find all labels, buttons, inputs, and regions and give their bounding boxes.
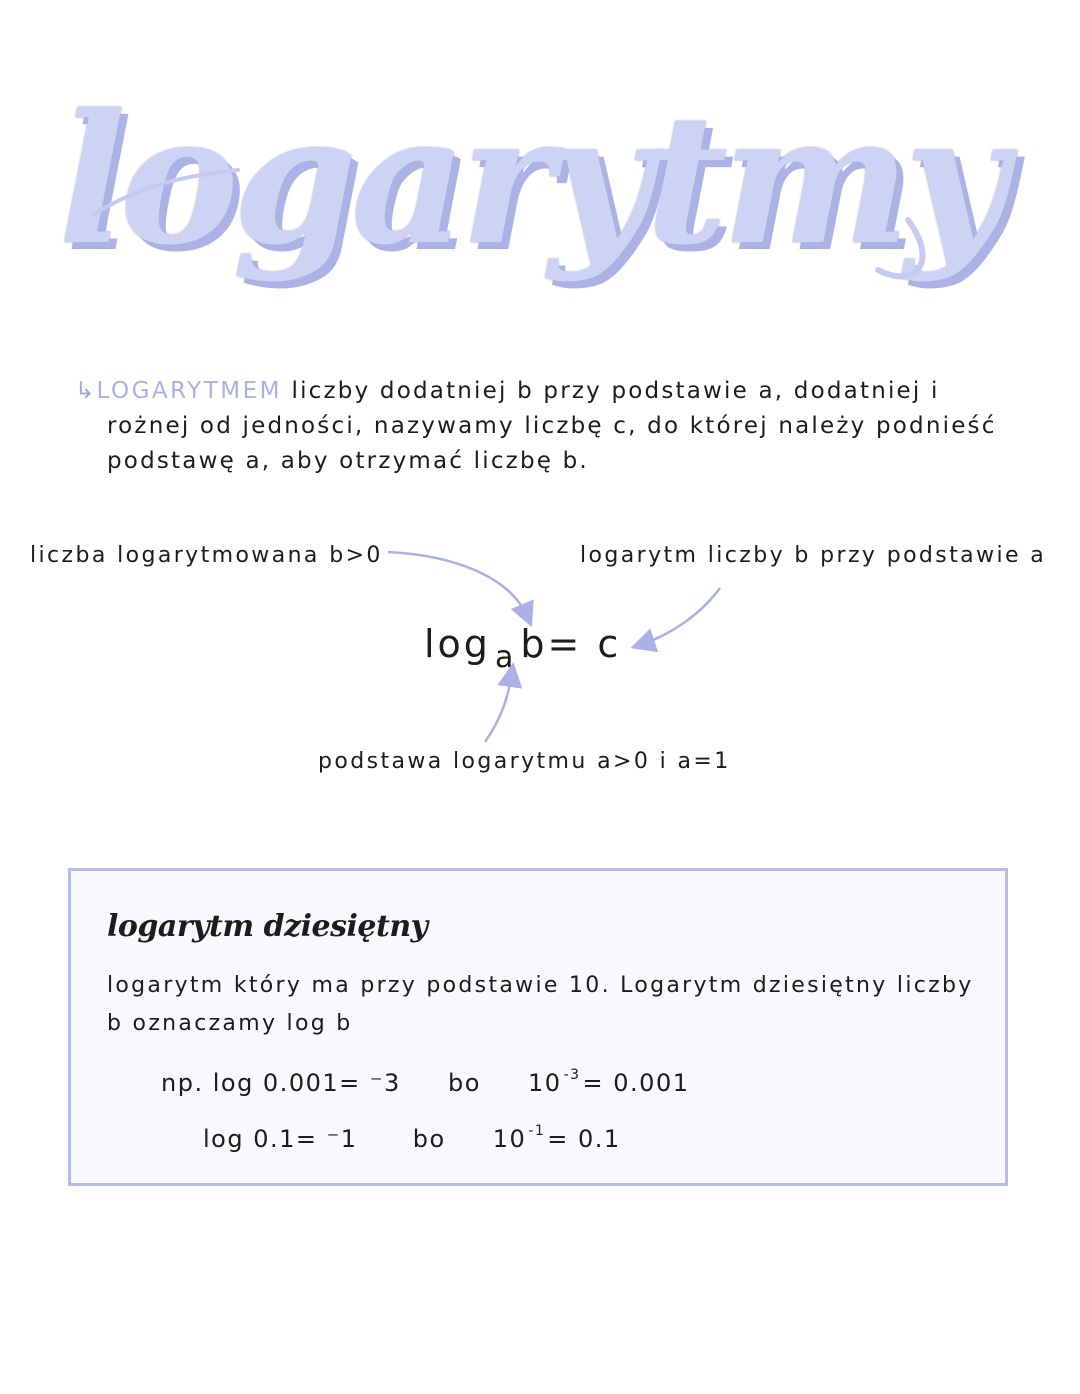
definition-line1: liczby dodatniej b przy podstawie a, dodatniej i: [281, 378, 940, 404]
page-title-text: logarytmy: [58, 75, 1002, 284]
formula-log: log: [424, 622, 491, 666]
arrow-to-base: [485, 672, 512, 742]
formula-rest: b= c: [520, 622, 622, 666]
box-text-line1: logarytm który ma przy podstawie 10. Logarytm dziesiętny liczby: [107, 973, 974, 998]
label-logarithmand: liczba logarytmowana b>0: [30, 543, 383, 568]
example-2-result: = 0.1: [547, 1125, 621, 1153]
example-1-base: 10: [528, 1069, 562, 1097]
example-1-exp: -3: [563, 1067, 581, 1083]
arrow-to-c: [640, 588, 720, 645]
definition-line2: rożnej od jedności, nazywamy liczbę c, do której należy podnieść: [107, 413, 997, 439]
box-title: logarytm dziesiętny: [107, 909, 428, 944]
example-1-result: = 0.001: [582, 1069, 690, 1097]
box-text-line2: b oznaczamy log b: [107, 1011, 353, 1036]
example-1-expr: log 0.001= ⁻3: [212, 1069, 401, 1097]
example-2-exp: -1: [528, 1123, 546, 1139]
label-base: podstawa logarytmu a>0 i a=1: [318, 749, 731, 774]
example-2-base: 10: [492, 1125, 527, 1153]
example-2-bo: bo: [412, 1125, 446, 1153]
definition-keyword: LOGARYTMEM: [96, 378, 282, 404]
hook-arrow-icon: ↳: [75, 378, 97, 404]
definition-line3: podstawę a, aby otrzymać liczbę b.: [107, 448, 589, 474]
example-1-bo: bo: [447, 1069, 481, 1097]
example-2-expr: log 0.1= ⁻1: [203, 1125, 358, 1153]
formula-base: a: [494, 640, 517, 675]
arrow-to-b: [388, 552, 528, 618]
title-swash-decoration: [88, 150, 988, 290]
label-logarithm-value: logarytm liczby b przy podstawie a: [580, 543, 1047, 568]
definition-paragraph: [75, 374, 1035, 479]
example-1-prefix: np.: [161, 1069, 204, 1097]
decimal-logarithm-box: [68, 868, 1008, 1186]
example-row-2: [203, 1123, 621, 1153]
box-description: [107, 967, 987, 1043]
log-formula: [424, 622, 622, 675]
example-row-1: [161, 1067, 690, 1097]
